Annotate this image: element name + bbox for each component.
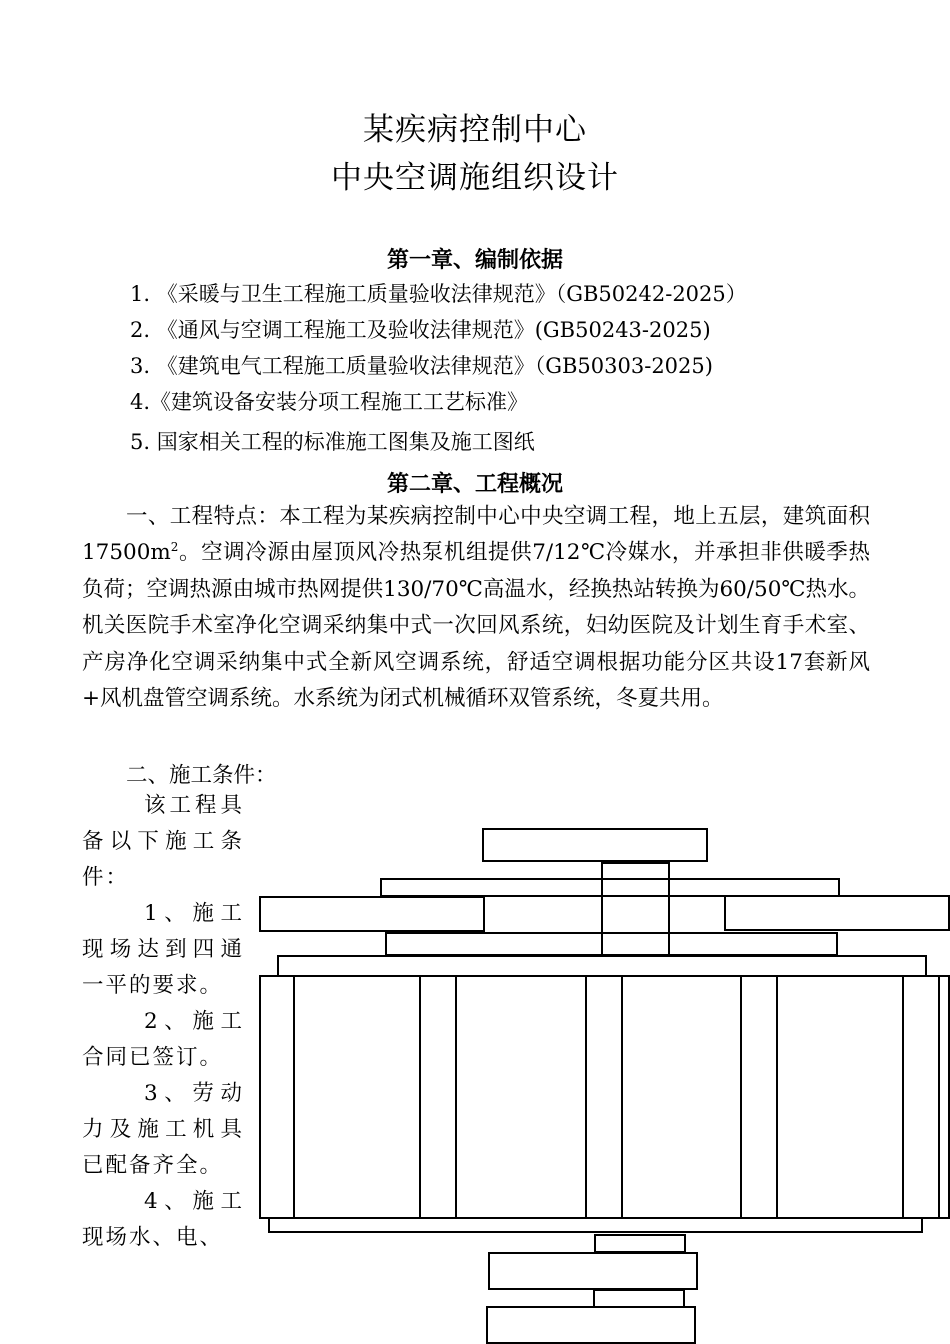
diagram-center-connector <box>601 862 670 956</box>
conditions-column <box>82 788 244 1256</box>
project-features-paragraph <box>82 499 870 717</box>
diagram-box-lower-2 <box>486 1306 696 1344</box>
diagram-bar-3 <box>277 955 927 977</box>
diagram-right-box <box>724 895 950 931</box>
diagram-column-2 <box>419 975 457 1219</box>
condition-intro: 该工程具备以下施工条件： <box>82 793 244 890</box>
chapter1-heading: 第一章、编制依据 <box>386 247 563 273</box>
condition-item-1: 1、施工现场达到四通一平的要求。 <box>82 901 244 998</box>
diagram-bottom-bar <box>268 1217 923 1233</box>
reference-item-2: 2. 《通风与空调工程施工及验收法律规范》(GB50243-2025) <box>130 318 711 342</box>
superscript-2: 2 <box>170 540 179 555</box>
document-title-line2: 中央空调施组织设计 <box>331 160 619 196</box>
diagram-column-1 <box>259 975 295 1219</box>
diagram-column-5 <box>902 975 940 1219</box>
diagram-left-box <box>259 896 485 932</box>
chapter2-heading: 第二章、工程概况 <box>386 471 563 497</box>
diagram-connector-1 <box>594 1234 686 1253</box>
condition-item-2: 2、施工合同已签订。 <box>82 1009 244 1070</box>
reference-item-1: 1. 《采暖与卫生工程施工质量验收法律规范》（GB50242-2025） <box>130 282 747 306</box>
diagram-box-lower-1 <box>488 1252 698 1290</box>
diagram-column-4 <box>740 975 778 1219</box>
reference-item-4: 4.《建筑设备安装分项工程施工工艺标准》 <box>130 390 529 414</box>
reference-item-5: 5. 国家相关工程的标准施工图集及施工图纸 <box>130 430 535 454</box>
diagram-top-box <box>482 828 708 862</box>
diagram-column-3 <box>585 975 623 1219</box>
features-text-a: 一、工程特点：本工程为某疾病控制中心中央空调工程，地上五层，建筑面积17500m <box>82 504 870 566</box>
document-title-line1: 某疾病控制中心 <box>363 112 587 148</box>
condition-item-3: 3、劳动力及施工机具已配备齐全。 <box>82 1081 244 1178</box>
construction-conditions-heading: 二、施工条件： <box>126 763 277 788</box>
reference-item-3: 3. 《建筑电气工程施工质量验收法律规范》（GB50303-2025) <box>130 354 713 378</box>
features-text-b: 。空调冷源由屋顶风冷热泵机组提供7/12℃冷媒水，并承担非供暖季热负荷；空调热源由城市热网提供130/70℃高温水，经换热站转换为60/50℃热水。机关医院手术室净化空调采纳集中式一次回风系统，妇幼医院及计划生育手术室、产房净化空调采纳集中式全新风空调系统，舒适空调根据功能分区共设17套新风+风机盘管空调系统。水系统为闭式机械循环双管系统，冬夏共用。 <box>82 540 870 712</box>
condition-item-4: 4、施工现场水、电、 <box>82 1189 244 1250</box>
